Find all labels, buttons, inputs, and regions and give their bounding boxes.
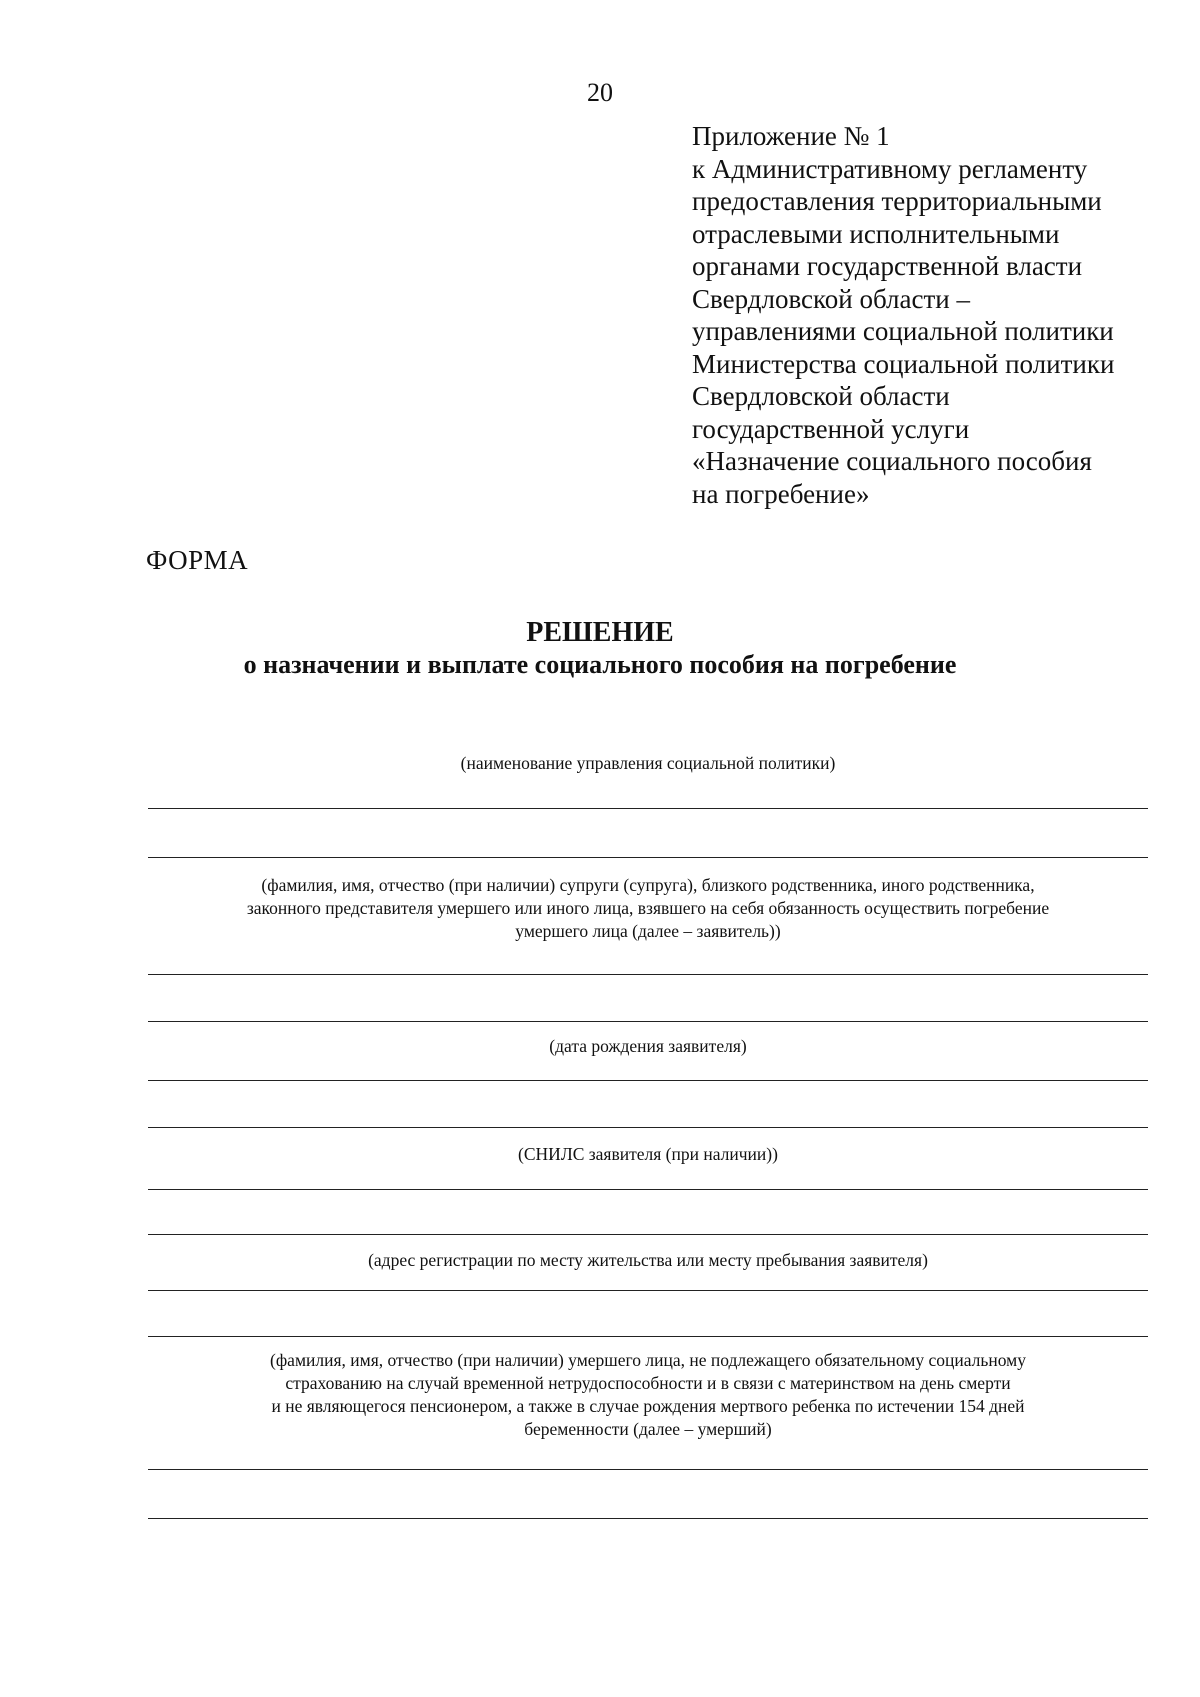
document-subtitle: о назначении и выплате социального пособия на погребение xyxy=(243,650,957,679)
applicant-caption xyxy=(150,874,1146,943)
birth-date-caption: (дата рождения заявителя) xyxy=(549,1036,747,1056)
birth-date-fill-line-2[interactable] xyxy=(148,1080,1148,1081)
caption-line: беременности (далее – умерший) xyxy=(524,1419,772,1439)
appendix-line: Свердловской области xyxy=(692,381,950,411)
department-fill-line[interactable] xyxy=(148,808,1148,809)
appendix-line: на погребение» xyxy=(692,478,870,509)
snils-fill-line[interactable] xyxy=(148,1127,1148,1128)
deceased-fill-line-3[interactable] xyxy=(148,1518,1148,1519)
appendix-note xyxy=(692,120,1172,510)
form-label: ФОРМА xyxy=(146,545,249,575)
appendix-line: Свердловской области – xyxy=(692,283,970,314)
appendix-line: органами государственной власти xyxy=(692,251,1083,281)
deceased-fill-line-2[interactable] xyxy=(148,1469,1148,1470)
page-number: 20 xyxy=(587,78,613,107)
address-fill-line-2[interactable] xyxy=(148,1290,1148,1291)
caption-line: страхованию на случай временной нетрудоспособности и в связи с материнством на день смерти xyxy=(285,1373,1011,1393)
appendix-line: отраслевыми исполнительными xyxy=(692,218,1060,249)
appendix-line: Приложение № 1 xyxy=(692,121,890,151)
caption-line: (фамилия, имя, отчество (при наличии) умершего лица, не подлежащего обязательному социальному xyxy=(270,1350,1026,1370)
birth-date-fill-line[interactable] xyxy=(148,1021,1148,1022)
document-title: РЕШЕНИЕ xyxy=(526,617,674,648)
snils-caption: (СНИЛС заявителя (при наличии)) xyxy=(518,1144,778,1164)
deceased-caption xyxy=(150,1349,1146,1441)
appendix-line: управлениями социальной политики xyxy=(692,316,1114,346)
address-fill-line[interactable] xyxy=(148,1234,1148,1235)
snils-fill-line-2[interactable] xyxy=(148,1189,1148,1190)
caption-line: и не являющегося пенсионером, а также в случае рождения мертвого ребенка по истечении 154 дней xyxy=(271,1396,1025,1416)
appendix-line: Министерства социальной политики xyxy=(692,348,1115,379)
deceased-fill-line[interactable] xyxy=(148,1336,1148,1337)
caption-line: умершего лица (далее – заявитель)) xyxy=(515,921,781,941)
caption-line: законного представителя умершего или иного лица, взявшего на себя обязанность осуществить погребение xyxy=(246,898,1050,918)
address-caption: (адрес регистрации по месту жительства или месту пребывания заявителя) xyxy=(368,1250,928,1270)
appendix-line: предоставления территориальными xyxy=(692,186,1102,216)
appendix-line: государственной услуги xyxy=(692,413,970,444)
applicant-fill-line-2[interactable] xyxy=(148,974,1148,975)
caption-line: (фамилия, имя, отчество (при наличии) супруги (супруга), близкого родственника, иного родственника, xyxy=(261,875,1035,895)
appendix-line: «Назначение социального пособия xyxy=(692,446,1092,476)
department-caption: (наименование управления социальной политики) xyxy=(460,753,836,773)
appendix-line: к Административному регламенту xyxy=(692,153,1088,184)
applicant-fill-line[interactable] xyxy=(148,857,1148,858)
